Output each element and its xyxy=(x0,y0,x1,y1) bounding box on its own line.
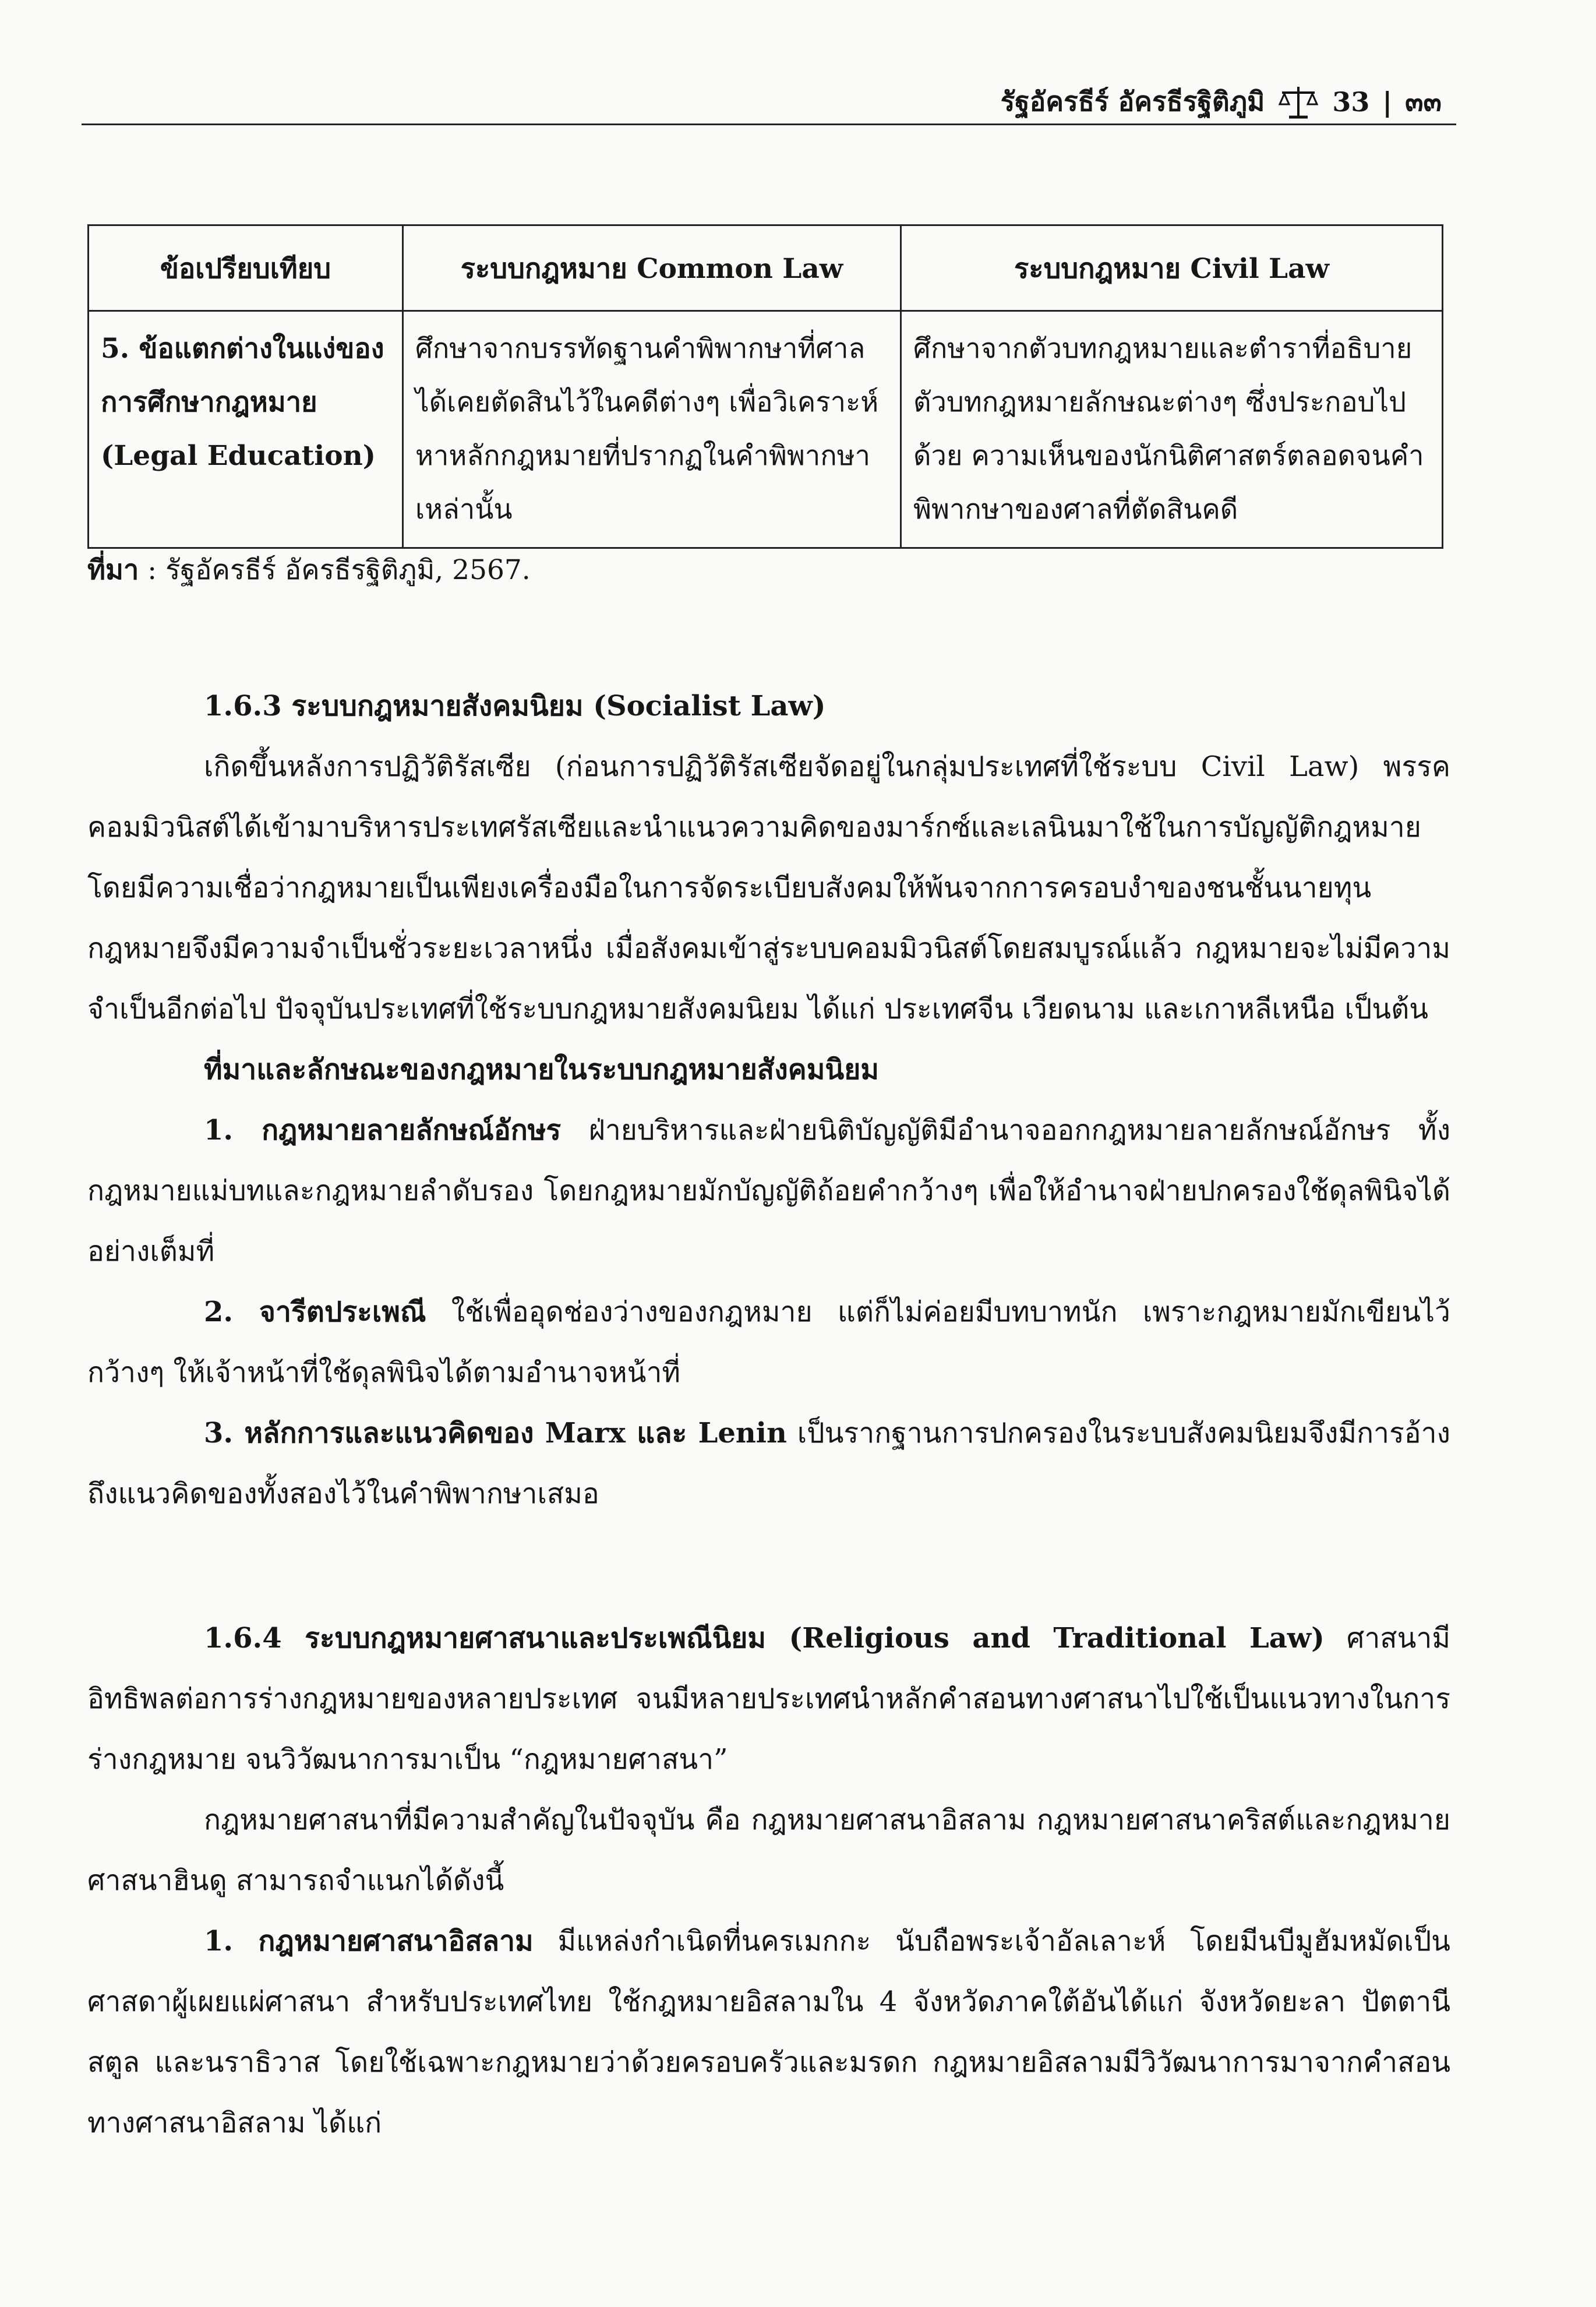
table-cell-civil-law: ศึกษาจากตัวบทกฎหมายและตำราที่อธิบายตัวบทกฎหมายลักษณะต่างๆ ซึ่งประกอบไปด้วย ความเห็นของนักนิติศาสตร์ตลอดจนคำพิพากษาของศาลที่ตัดสินคดี xyxy=(901,311,1443,548)
running-header xyxy=(1001,80,1442,123)
item-title: 3. หลักการและแนวคิดของ Marx และ Lenin xyxy=(204,1417,787,1449)
table-header-row xyxy=(89,225,1443,311)
item-title: 1. กฎหมายศาสนาอิสลาม xyxy=(204,1925,534,1957)
column-header: ระบบกฎหมาย Common Law xyxy=(403,225,901,311)
section-heading: 1.6.4 ระบบกฎหมายศาสนาและประเพณีนิยม (Religious and Traditional Law) xyxy=(204,1622,1325,1655)
column-header: ข้อเปรียบเทียบ xyxy=(89,225,403,311)
item-title: 2. จารีตประเพณี xyxy=(204,1296,426,1328)
list-item xyxy=(87,1282,1450,1403)
header-author: รัฐอัครธีร์ อัครธีรฐิติภูมิ xyxy=(1000,86,1265,117)
paragraph xyxy=(87,1608,1450,1790)
list-item xyxy=(87,1911,1450,2153)
paragraph-text: ศาสนามีอิทธิพลต่อการร่างกฎหมายของหลายประเทศ จนมีหลายประเทศนำหลักคำสอนทางศาสนาไปใช้เป็นแนวทางในการร่างกฎหมาย จนวิวัฒนาการมาเป็น “กฎหมายศาสนา” xyxy=(87,1622,1450,1776)
paragraph: กฎหมายศาสนาที่มีความสำคัญในปัจจุบัน คือ กฎหมายศาสนาอิสลาม กฎหมายศาสนาคริสต์และกฎหมายศาสนาฮินดู สามารถจำแนกได้ดังนี้ xyxy=(87,1804,1450,1897)
list-item xyxy=(87,1100,1450,1282)
item-text: ใช้เพื่ออุดช่องว่างของกฎหมาย แต่ก็ไม่ค่อยมีบทบาทนัก เพราะกฎหมายมักเขียนไว้กว้างๆ ให้เจ้าหน้าที่ใช้ดุลพินิจได้ตามอำนาจหน้าที่ xyxy=(87,1296,1450,1389)
table-cell-common-law: ศึกษาจากบรรทัดฐานคำพิพากษาที่ศาลได้เคยตัดสินไว้ในคดีต่างๆ เพื่อวิเคราะห์หาหลักกฎหมายที่ปรากฏในคำพิพากษาเหล่านั้น xyxy=(403,311,901,548)
header-rule xyxy=(82,124,1456,125)
page-number: 33 xyxy=(1332,86,1370,118)
item-text: ฝ่ายบริหารและฝ่ายนิติบัญญัติมีอำนาจออกกฎหมายลายลักษณ์อักษร ทั้งกฎหมายแม่บทและกฎหมายลำดับรอง โดยกฎหมายมักบัญญัติถ้อยคำกว้างๆ เพื่อให้อำนาจฝ่ายปกครองใช้ดุลพินิจได้อย่างเต็มที่ xyxy=(87,1114,1451,1268)
scales-of-justice-icon xyxy=(1277,83,1319,121)
header-separator: | xyxy=(1382,86,1393,118)
religious-law-section xyxy=(87,1608,1450,2153)
page-number-thai: ๓๓ xyxy=(1405,86,1442,117)
comparison-table xyxy=(87,224,1443,549)
table-row xyxy=(89,311,1443,548)
column-header: ระบบกฎหมาย Civil Law xyxy=(901,225,1443,311)
table-cell-aspect: 5. ข้อแตกต่างในแง่ของการศึกษากฎหมาย (Legal Education) xyxy=(89,311,403,548)
table-source-note xyxy=(87,548,531,591)
item-text: เป็นรากฐานการปกครองในระบบสังคมนิยมจึงมีการอ้างถึงแนวคิดของทั้งสองไว้ในคำพิพากษาเสมอ xyxy=(87,1417,1450,1510)
paragraph: เกิดขึ้นหลังการปฏิวัติรัสเซีย (ก่อนการปฏิวัติรัสเซียจัดอยู่ในกลุ่มประเทศที่ใช้ระบบ Civil Law) พรรคคอมมิวนิสต์ได้เข้ามาบริหารประเทศรัสเซียและนำแนวความคิดของมาร์กซ์และเลนินมาใช้ในการบัญญัติกฎหมาย โดยมีความเชื่อว่ากฎหมายเป็นเพียงเครื่องมือในการจัดระเบียบสังคมให้พ้นจากการครอบงำของชนชั้นนายทุน กฎหมายจึงมีความจำเป็นชั่วระยะเวลาหนึ่ง เมื่อสังคมเข้าสู่ระบบคอมมิวนิสต์โดยสมบูรณ์แล้ว กฎหมายจะไม่มีความจำเป็นอีกต่อไป ปัจจุบันประเทศที่ใช้ระบบกฎหมายสังคมนิยม ได้แก่ ประเทศจีน เวียดนาม และเกาหลีเหนือ เป็นต้น xyxy=(87,750,1450,1025)
sub-heading: ที่มาและลักษณะของกฎหมายในระบบกฎหมายสังคมนิยม xyxy=(204,1053,879,1086)
source-text: : รัฐอัครธีร์ อัครธีรฐิติภูมิ, 2567. xyxy=(139,554,531,586)
list-item xyxy=(87,1403,1450,1524)
item-text: มีแหล่งกำเนิดที่นครเมกกะ นับถือพระเจ้าอัลเลาะห์ โดยมีนบีมูฮัมหมัดเป็นศาสดาผู้เผยแผ่ศาสนา สำหรับประเทศไทย ใช้กฎหมายอิสลามใน 4 จังหวัดภาคใต้อันได้แก่ จังหวัดยะลา ปัตตานี สตูล และนราธิวาส โดยใช้เฉพาะกฎหมายว่าด้วยครอบครัวและมรดก กฎหมายอิสลามมีวิวัฒนาการมาจากคำสอนทางศาสนาอิสลาม ได้แก่ xyxy=(87,1925,1450,2139)
section-heading: 1.6.3 ระบบกฎหมายสังคมนิยม (Socialist Law) xyxy=(204,690,826,722)
socialist-law-section xyxy=(87,676,1450,1524)
item-title: 1. กฎหมายลายลักษณ์อักษร xyxy=(204,1114,562,1147)
source-label: ที่มา xyxy=(87,554,139,586)
